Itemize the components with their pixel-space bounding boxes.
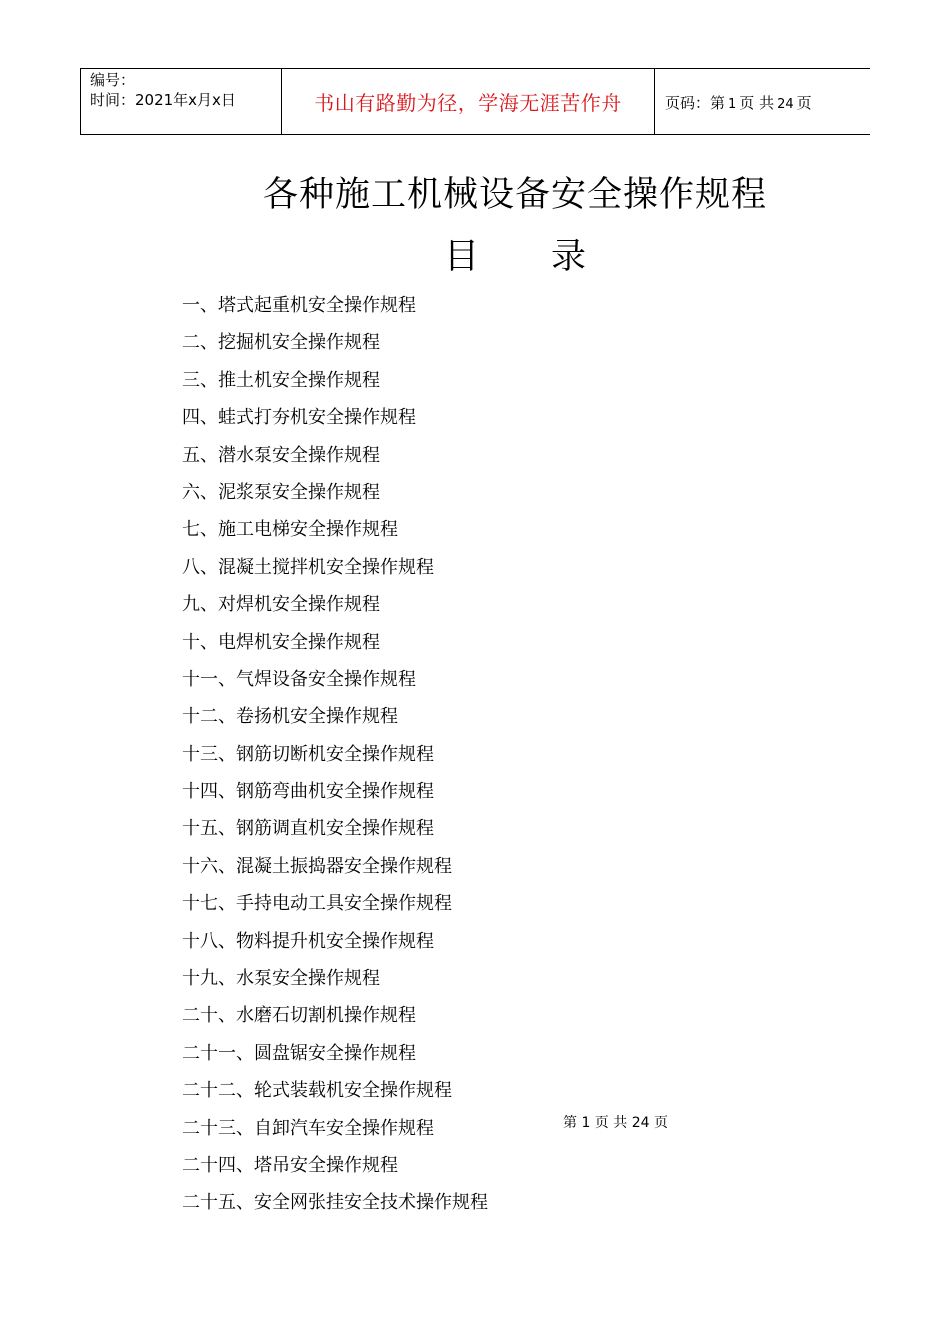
toc-item: 十四、钢筋弯曲机安全操作规程 — [182, 781, 434, 803]
page-footer: 第 1 页 共 24 页 — [563, 1115, 668, 1131]
toc-item: 二、挖掘机安全操作规程 — [182, 332, 380, 354]
toc-item: 十五、钢筋调直机安全操作规程 — [182, 818, 434, 840]
page-suffix: 页 — [796, 94, 812, 112]
toc-heading — [0, 235, 950, 279]
toc-item: 十一、气焊设备安全操作规程 — [182, 668, 416, 690]
toc-item: 二十三、自卸汽车安全操作规程 — [182, 1117, 434, 1139]
toc-item: 五、潜水泵安全操作规程 — [182, 444, 380, 466]
toc-item: 二十、水磨石切割机操作规程 — [182, 1005, 416, 1027]
toc-item: 九、对焊机安全操作规程 — [182, 594, 380, 616]
toc-item: 六、泥浆泵安全操作规程 — [182, 481, 380, 503]
toc-heading-right: 录 — [551, 237, 587, 277]
toc-item: 二十五、安全网张挂安全技术操作规程 — [182, 1192, 488, 1214]
toc-heading-left: 目 — [443, 237, 479, 277]
toc-item: 三、推土机安全操作规程 — [182, 369, 380, 391]
toc-item: 二十四、塔吊安全操作规程 — [182, 1154, 398, 1176]
toc-item: 四、蛙式打夯机安全操作规程 — [182, 407, 416, 429]
toc-item: 十七、手持电动工具安全操作规程 — [182, 893, 452, 915]
toc-item: 十八、物料提升机安全操作规程 — [182, 930, 434, 952]
toc-item: 十三、钢筋切断机安全操作规程 — [182, 743, 434, 765]
header-page-number — [665, 93, 812, 115]
toc-item: 二十二、轮式装载机安全操作规程 — [182, 1080, 452, 1102]
header-table — [80, 68, 870, 135]
document-time-label: 时间：2021年x月x日 — [90, 91, 236, 109]
header-motto-cell — [282, 69, 655, 134]
toc-item: 十、电焊机安全操作规程 — [182, 631, 380, 653]
table-of-contents — [182, 292, 488, 1227]
page-mid: 页 共 — [739, 94, 775, 112]
toc-item: 十六、混凝土振捣器安全操作规程 — [182, 855, 452, 877]
page-current: 1 — [728, 97, 737, 112]
document-number-label: 编号： — [90, 71, 136, 89]
header-meta-cell — [80, 69, 282, 134]
document-title: 各种施工机械设备安全操作规程 — [262, 175, 767, 215]
toc-item: 十九、水泵安全操作规程 — [182, 968, 380, 990]
motto-text: 书山有路勤为径，学海无涯苦作舟 — [314, 91, 622, 115]
toc-item: 二十一、圆盘锯安全操作规程 — [182, 1042, 416, 1064]
toc-item: 八、混凝土搅拌机安全操作规程 — [182, 556, 434, 578]
toc-item: 一、塔式起重机安全操作规程 — [182, 295, 416, 316]
header-page-cell — [655, 69, 870, 134]
toc-item: 十二、卷扬机安全操作规程 — [182, 706, 398, 728]
toc-item: 七、施工电梯安全操作规程 — [182, 519, 398, 541]
page-total: 24 — [777, 97, 794, 112]
page-prefix: 页码：第 — [665, 94, 726, 112]
